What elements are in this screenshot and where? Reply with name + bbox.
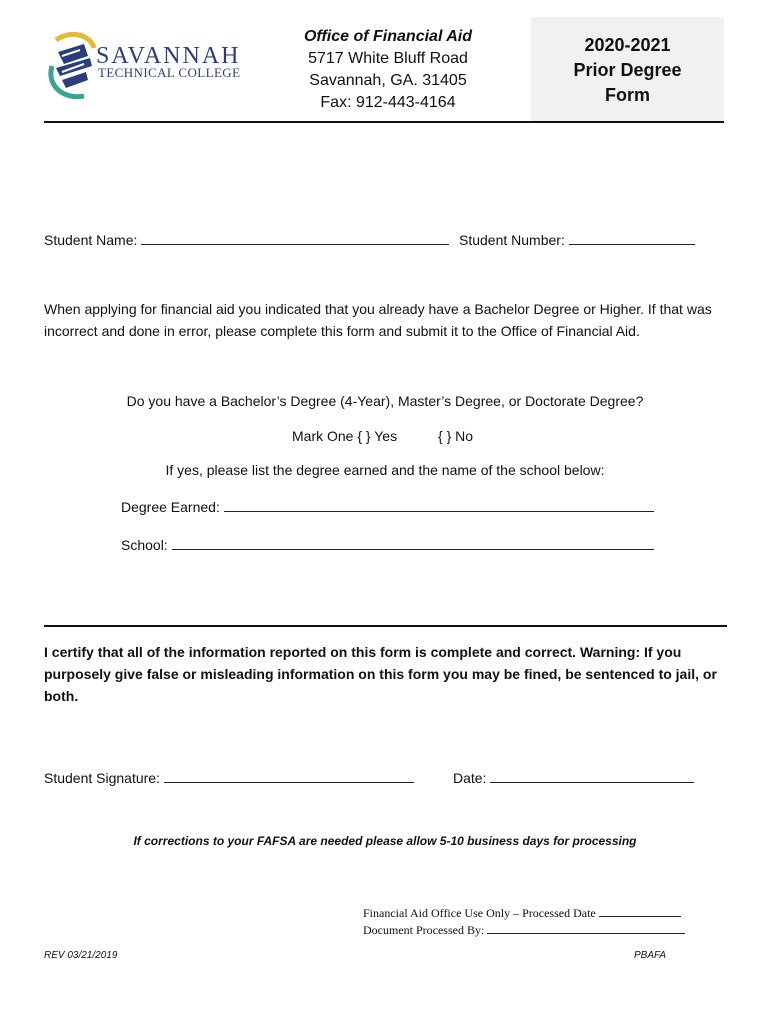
address-line-1: 5717 White Bluff Road xyxy=(308,50,468,67)
office-use-processed-date xyxy=(363,906,681,920)
fax-number: Fax: 912-443-4164 xyxy=(320,94,456,111)
address-line-2: Savannah, GA. 31405 xyxy=(309,72,467,89)
signature-row xyxy=(44,769,414,787)
processed-date-field[interactable] xyxy=(599,906,681,917)
student-name-row xyxy=(44,231,449,249)
form-title-line-2: Form xyxy=(605,85,650,105)
yes-option[interactable]: Mark One { } Yes xyxy=(292,428,398,444)
student-number-row xyxy=(459,231,695,249)
office-address-block xyxy=(250,26,526,114)
logo-name: SAVANNAH xyxy=(96,43,241,69)
date-row xyxy=(453,769,694,787)
student-name-field[interactable] xyxy=(141,231,449,245)
if-yes-instruction: If yes, please list the degree earned and the name of the school below: xyxy=(165,462,605,478)
fafsa-note: If corrections to your FAFSA are needed please allow 5-10 business days for processing xyxy=(133,834,637,848)
degree-question: Do you have a Bachelor’s Degree (4-Year), Master’s Degree, or Doctorate Degree? xyxy=(126,393,644,409)
intro-paragraph: When applying for financial aid you indicated that you already have a Bachelor Degree or Higher. If that was incorrect and done in error, please complete this form and submit it to the Office of Financial Aid. xyxy=(44,301,712,339)
processed-by-label: Document Processed By: xyxy=(363,923,485,937)
degree-earned-row xyxy=(121,498,654,516)
office-title: Office of Financial Aid xyxy=(303,28,473,45)
degree-earned-label: Degree Earned: xyxy=(121,499,220,515)
revision-date: REV 03/21/2019 xyxy=(44,950,118,961)
school-field[interactable] xyxy=(172,536,654,550)
savannah-tech-logo-icon xyxy=(44,26,100,102)
student-number-field[interactable] xyxy=(569,231,695,245)
student-signature-field[interactable] xyxy=(164,769,414,783)
processed-by-field[interactable] xyxy=(487,923,685,934)
form-code: PBAFA xyxy=(634,950,667,961)
student-name-label: Student Name: xyxy=(44,232,138,248)
form-title-line-1: Prior Degree xyxy=(573,60,682,80)
certification-statement: I certify that all of the information reported on this form is complete and correct. Warning: If you purposely give false or misleading information on this form you may be fined, be sentenced to jail, or both. xyxy=(44,644,717,704)
student-signature-label: Student Signature: xyxy=(44,770,160,786)
form-title-box xyxy=(531,17,724,121)
date-label: Date: xyxy=(453,770,487,786)
no-option[interactable]: { } No xyxy=(438,428,474,444)
date-field[interactable] xyxy=(490,769,694,783)
section-divider xyxy=(44,625,727,627)
form-year: 2020-2021 xyxy=(584,35,671,55)
school-label: School: xyxy=(121,537,168,553)
processed-date-label: Financial Aid Office Use Only – Processed Date xyxy=(363,906,596,920)
header-divider xyxy=(44,121,724,123)
office-use-processed-by xyxy=(363,923,685,937)
logo-subtitle: TECHNICAL COLLEGE xyxy=(98,65,241,80)
school-row xyxy=(121,536,654,554)
student-number-label: Student Number: xyxy=(459,232,565,248)
degree-earned-field[interactable] xyxy=(224,498,654,512)
